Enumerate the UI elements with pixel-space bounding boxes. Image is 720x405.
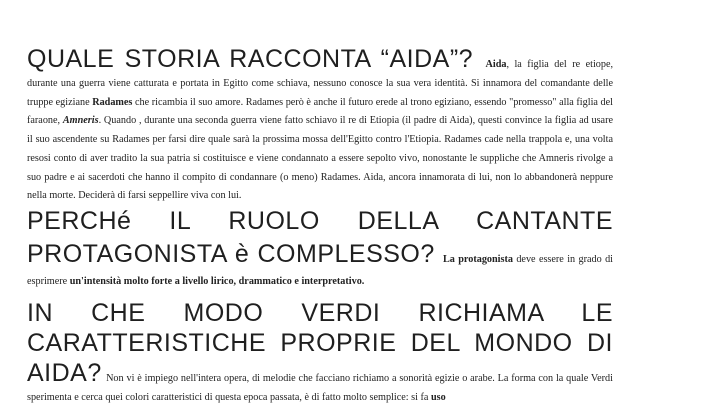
term-protagonista: La protagonista: [442, 254, 513, 265]
word-uso: uso: [430, 392, 446, 403]
story-text-3: . Quando , durante una seconda guerra viene fatto schiavo il re di Etiopia (il padre di Aida), questi convince la figlia ad usare il suo ascendente su Radames per farsi dire quale sarà la prossima mossa dell'Egitto contro l'Etiopia. Radames cade nella trappola e, una volta resosi conto di aver tradito la sua patria si costituisce e viene condannato a essere sepolto vivo, nonostante le suppliche che Amneris rivolge a suo padre e ai sacerdoti che hanno il compito di condannare (o meno) Radames. Aida, ancora innamorata di lui, non lo abbandonerà neppure nella morte. Deciderà di farsi seppellire viva con lui.: [27, 115, 613, 202]
verdi-text: Non vi è impiego nell'intera opera, di melodie che facciano richiamo a sonorità egizie o arabe. La forma con la quale Verdi sperimenta e cerca quei colori caratteristici di questa epoca passata, è di fatto molto semplice: si fa: [27, 373, 613, 403]
name-radames: Radames: [92, 96, 133, 108]
section-story: [27, 44, 613, 205]
heading-role: PERCHé IL RUOLO DELLA CANTANTE PROTAGONISTA è COMPLESSO?: [27, 207, 613, 268]
name-amneris: Amneris: [62, 115, 99, 127]
name-aida: Aida: [485, 59, 507, 70]
heading-verdi: IN CHE MODO VERDI RICHIAMA LE CARATTERISTICHE PROPRIE DEL MONDO DI AIDA?: [27, 299, 613, 387]
story-text-2: che ricambia il suo amore. Radames però è anche il futuro erede al trono egiziano, essendo "promesso" alla figlia del faraone,: [27, 96, 613, 127]
verdi-paragraph: [27, 373, 613, 403]
heading-story: QUALE STORIA RACCONTA “AIDA”?: [27, 45, 474, 73]
section-verdi: [27, 298, 613, 405]
story-paragraph: [27, 59, 613, 201]
section-role: [27, 205, 613, 292]
role-text: deve essere in grado di esprimere: [27, 254, 613, 287]
role-emphasis: un'intensità molto forte a livello lirico, drammatico e interpretativo.: [69, 276, 365, 287]
story-text-1: , la figlia del re etiope, durante una guerra viene catturata e portata in Egitto come schiava, nessuno conosce la sua vera identità. Si innamora del comandante delle truppe egiziane: [27, 59, 613, 108]
document-page: [27, 0, 613, 405]
